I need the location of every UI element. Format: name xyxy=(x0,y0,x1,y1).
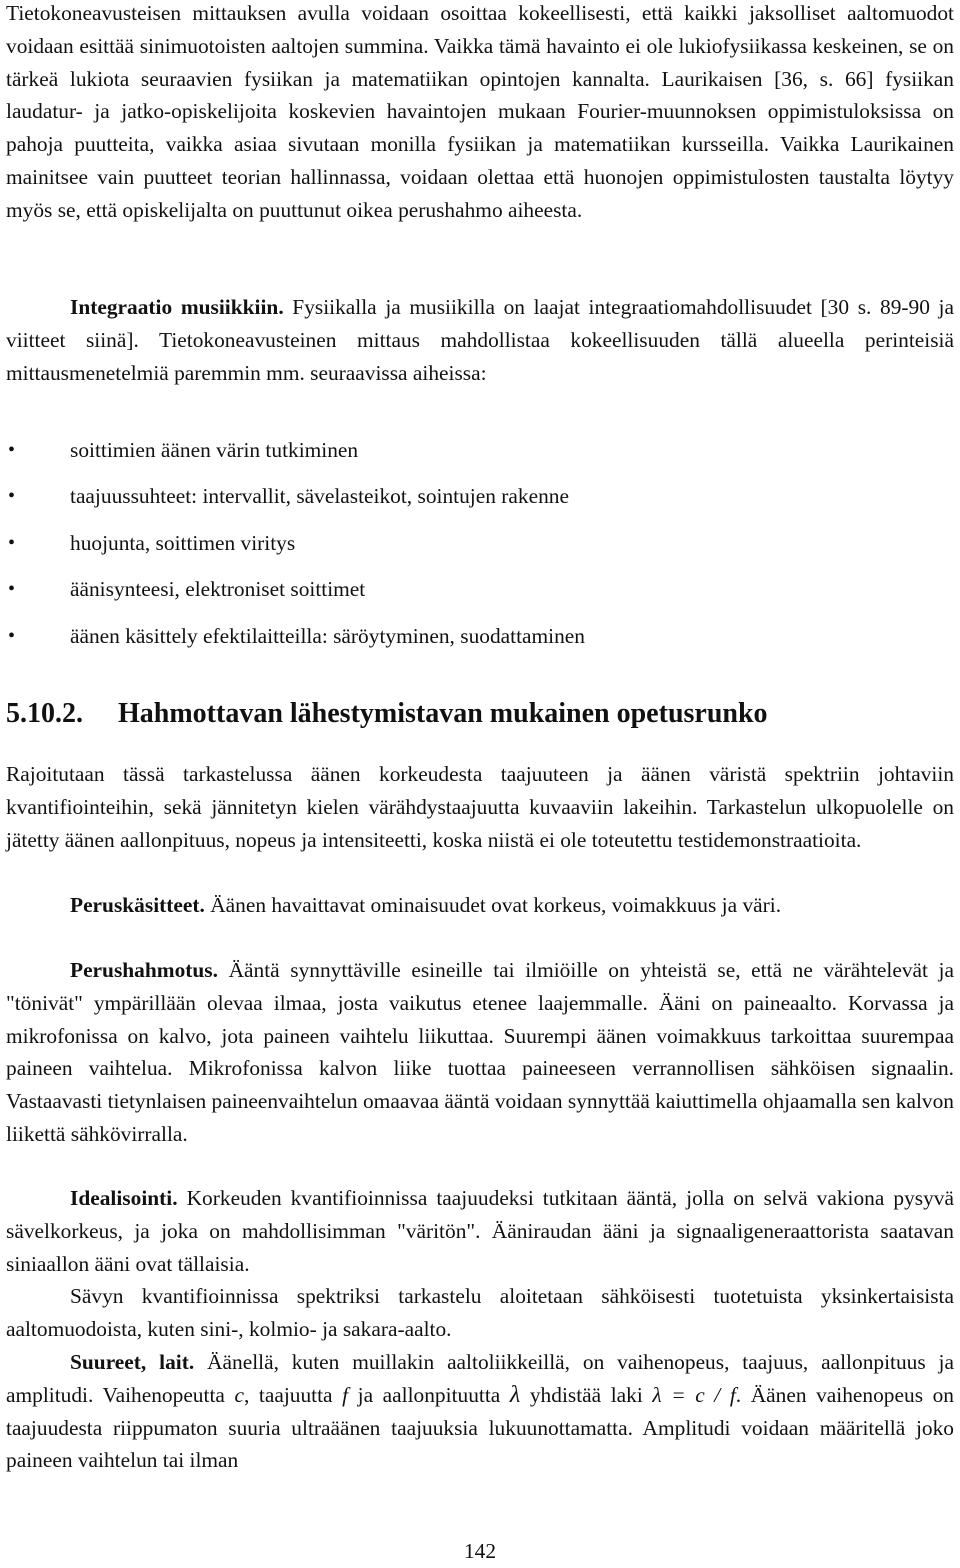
basic-gestalt-text: Ääntä synnyttäville esineille tai ilmiöille on yhteistä se, että ne värähtelevät ja "tönivät" ympärillään olevaa ilmaa, josta vaikutus etenee laajemmalle. Ääni on paineaalto. Korvassa ja mikrofonissa on kalvo, jota paineen vaihtelu liikuttaa. Suurempi äänen voimakkuus tarkoittaa suurempaa paineen vaihtelua. Mikrofonissa kalvon liike tuottaa paineeseen verrannollisen sähköisen signaalin. Vastaavasti tietynlaisen paineenvaihtelun omaavaa ääntä voidaan synnyttää kaiuttimella ohjaamalla sen kalvon liikettä sähkövirralla. xyxy=(6,958,954,1146)
quantities-text-1: Äänellä, kuten muillakin aaltoliikkeillä, on vaihenopeus, taajuus, aallonpituus ja amplitudi. Vaihenopeutta xyxy=(6,1350,954,1407)
list-item-text: soittimien äänen värin tutkiminen xyxy=(70,438,359,462)
quantities-text-4: yhdistää laki xyxy=(520,1382,653,1407)
section-heading xyxy=(6,696,954,732)
basic-concepts-text: Äänen havaittavat ominaisuudet ovat korkeus, voimakkuus ja väri. xyxy=(204,893,782,917)
quantities-text-2: , taajuutta xyxy=(243,1382,343,1407)
list-item xyxy=(6,427,954,473)
basic-gestalt-lead: Perushahmotus. xyxy=(70,958,218,982)
section-title: Hahmottavan lähestymistavan mukainen opetusrunko xyxy=(118,698,768,729)
list-item-text: äänisynteesi, elektroniset soittimet xyxy=(70,577,366,602)
idealization-paragraph xyxy=(6,1182,954,1280)
integration-text: Fysiikalla ja musiikilla on laajat integraatiomahdollisuudet [30 s. 89-90 ja viitteet siinä]. Tietokoneavusteinen mittaus mahdollistaa kokeellisuuden tällä alueella perinteisiä mittausmenetelmiä paremmin mm. seuraavissa aiheissa: xyxy=(6,295,954,385)
list-item-text: äänen käsittely efektilaitteilla: säröytyminen, suodattaminen xyxy=(70,623,585,648)
list-item-text: taajuussuhteet: intervallit, sävelasteikot, sointujen rakenne xyxy=(70,484,569,509)
timbre-paragraph: Sävyn kvantifioinnissa spektriksi tarkastelu aloitetaan sähköisesti tuotetuista yksinkertaisista aaltomuodoista, kuten sini-, kolmio- ja sakara-aalto. xyxy=(6,1284,954,1341)
basic-gestalt-paragraph xyxy=(6,954,954,1151)
section-number: 5.10.2. xyxy=(6,698,83,729)
topics-list xyxy=(6,427,954,659)
page-number: 142 xyxy=(463,1539,497,1563)
bullet-icon: • xyxy=(8,531,16,554)
integration-paragraph xyxy=(6,291,954,389)
list-item-text: huojunta, soittimen viritys xyxy=(70,530,296,555)
quantities-text-3: ja aallonpituutta xyxy=(348,1382,510,1407)
bullet-icon: • xyxy=(8,624,16,647)
bullet-icon: • xyxy=(8,485,16,508)
bullet-icon: • xyxy=(8,439,16,461)
list-item xyxy=(6,613,954,659)
symbol-f: f xyxy=(342,1382,349,1407)
list-item xyxy=(6,520,954,566)
list-item xyxy=(6,566,954,612)
list-item xyxy=(6,473,954,519)
basic-concepts-lead: Peruskäsitteet. xyxy=(70,893,205,917)
intro-paragraph: Tietokoneavusteisen mittauksen avulla voidaan osoittaa kokeellisesti, että kaikki jaksolliset aaltomuodot voidaan esittää sinimuotoisten aaltojen summina. Vaikka tämä havainto ei ole lukiofysiikassa keskeinen, se on tärkeä lukiota seuraavien fysiikan ja matematiikan opintojen kannalta. Laurikaisen [36, s. 66] fysiikan laudatur- ja jatko-opiskelijoita koskevien havaintojen mukaan Fourier-muunnoksen oppimistuloksissa on pahoja puutteita, vaikka asiaa sivutaan monilla fysiikan ja matematiikan kursseilla. Vaikka Laurikainen mainitsee vain puutteet teorian hallinnassa, voidaan olettaa että huonojen oppimistulosten taustalta löytyy myös se, että opiskelijalta on puuttunut oikea perushahmo aiheesta. xyxy=(6,1,954,222)
integration-lead: Integraatio musiikkiin. xyxy=(70,295,284,319)
idealization-lead: Idealisointi. xyxy=(70,1186,178,1210)
symbol-c: c xyxy=(234,1382,244,1407)
quantities-lead: Suureet, lait. xyxy=(70,1350,195,1374)
basic-concepts-paragraph xyxy=(6,889,954,922)
scope-paragraph: Rajoitutaan tässä tarkastelussa äänen korkeudesta taajuuteen ja äänen väristä spektriin johtaviin kvantifiointeihin, sekä jännitetyn kielen värähdystaajuutta kuvaaviin lakeihin. Tarkastelun ulkopuolelle on jätetty äänen aallonpituus, nopeus ja intensiteetti, koska niistä ei ole toteutettu testidemonstraatioita. xyxy=(6,762,954,852)
quantities-text-5: . Äänen vaihenopeus on taajuudesta riippumaton suuria ultraäänen taajuuksia lukuunottamatta. Amplitudi voidaan määritellä joko paineen vaihtelun tai ilman xyxy=(6,1382,954,1473)
bullet-icon: • xyxy=(8,578,16,601)
symbol-lambda: λ xyxy=(509,1381,521,1408)
idealization-text: Korkeuden kvantifioinnissa taajuudeksi tutkitaan ääntä, jolla on selvä vakiona pysyvä sävelkorkeus, ja joka on mahdollisimman "väritön". Ääniraudan ääni ja signaaligeneraattorista saatavan siniaallon ääni ovat tällaisia. xyxy=(6,1186,954,1276)
quantities-paragraph xyxy=(6,1346,954,1477)
formula: λ = c / f xyxy=(652,1382,736,1407)
